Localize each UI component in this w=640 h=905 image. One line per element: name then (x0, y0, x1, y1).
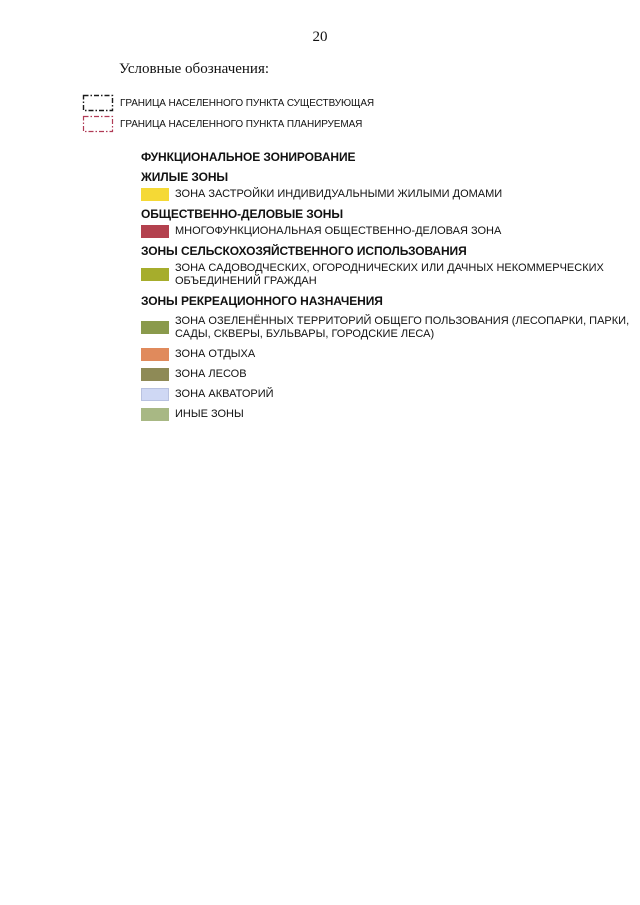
legend-item-gardening (141, 262, 633, 288)
boundary-existing (82, 93, 374, 113)
legend-item-recreation (141, 348, 633, 361)
planned-boundary-symbol (82, 115, 114, 133)
functional-zoning-title: ФУНКЦИОНАЛЬНОЕ ЗОНИРОВАНИЕ (141, 150, 356, 164)
green-areas-label: ЗОНА ОЗЕЛЕНЁННЫХ ТЕРРИТОРИЙ ОБЩЕГО ПОЛЬЗОВАНИЯ (ЛЕСОПАРКИ, ПАРКИ, САДЫ, СКВЕРЫ, БУЛЬВАРЫ, ГОРОДСКИЕ ЛЕСА) (175, 315, 630, 340)
individual-housing-label: ЗОНА ЗАСТРОЙКИ ИНДИВИДУАЛЬНЫМИ ЖИЛЫМИ ДОМАМИ (175, 188, 503, 200)
functional-zoning-legend (141, 149, 633, 421)
gardening-label: ЗОНА САДОВОДЧЕСКИХ, ОГОРОДНИЧЕСКИХ ИЛИ ДАЧНЫХ НЕКОММЕРЧЕСКИХ ОБЪЕДИНЕНИЙ ГРАЖДАН (175, 262, 604, 287)
boundary-planned (82, 114, 362, 134)
water-label: ЗОНА АКВАТОРИЙ (175, 388, 274, 400)
agricultural-zones-title: ЗОНЫ СЕЛЬСКОХОЗЯЙСТВЕННОГО ИСПОЛЬЗОВАНИЯ (141, 244, 467, 258)
boundary-planned-label: ГРАНИЦА НАСЕЛЕННОГО ПУНКТА ПЛАНИРУЕМАЯ (120, 118, 363, 130)
legend-item-water (141, 388, 633, 401)
existing-boundary-symbol (82, 94, 114, 112)
public-business-zones-title: ОБЩЕСТВЕННО-ДЕЛОВЫЕ ЗОНЫ (141, 207, 343, 221)
other-swatch (141, 408, 169, 421)
legend-item-multifunctional (141, 225, 633, 238)
legend-item-green-areas (141, 315, 633, 341)
other-label: ИНЫЕ ЗОНЫ (175, 408, 244, 420)
recreation-swatch (141, 348, 169, 361)
legend-heading: Условные обозначения: (119, 61, 270, 77)
page-number: 20 (312, 29, 328, 45)
recreational-zones-title: ЗОНЫ РЕКРЕАЦИОННОГО НАЗНАЧЕНИЯ (141, 294, 383, 308)
green-areas-swatch (141, 321, 169, 334)
gardening-swatch (141, 268, 169, 281)
water-swatch (141, 388, 169, 401)
multifunctional-label: МНОГОФУНКЦИОНАЛЬНАЯ ОБЩЕСТВЕННО-ДЕЛОВАЯ ЗОНА (175, 225, 502, 237)
recreation-label: ЗОНА ОТДЫХА (175, 348, 256, 360)
residential-zones-title: ЖИЛЫЕ ЗОНЫ (141, 170, 229, 184)
boundary-existing-label: ГРАНИЦА НАСЕЛЕННОГО ПУНКТА СУЩЕСТВУЮЩАЯ (120, 97, 375, 109)
legend-item-forests (141, 368, 633, 381)
legend-item-other (141, 408, 633, 421)
legend-item-individual-housing (141, 188, 633, 201)
multifunctional-swatch (141, 225, 169, 238)
forests-label: ЗОНА ЛЕСОВ (175, 368, 247, 380)
individual-housing-swatch (141, 188, 169, 201)
forests-swatch (141, 368, 169, 381)
